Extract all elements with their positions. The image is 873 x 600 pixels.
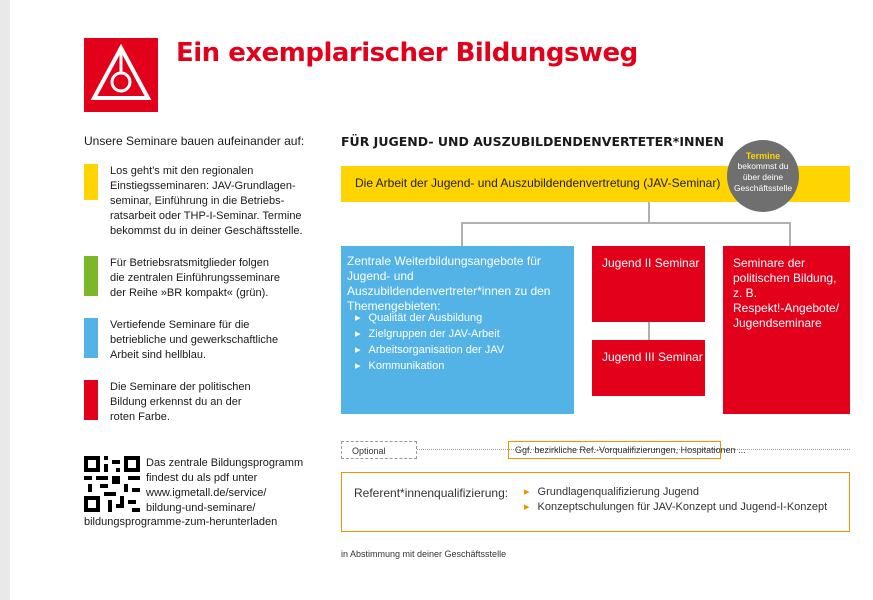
qr-code[interactable] [84, 456, 140, 512]
list-item: ▸ Kommunikation [355, 358, 504, 374]
blue-color-marker [84, 318, 98, 358]
green-color-marker [84, 256, 98, 296]
red-color-marker [84, 380, 98, 420]
intro-text: Unsere Seminare bauen aufeinander auf: [84, 134, 305, 148]
url-line-2: bildung-und-seminare/ [146, 502, 256, 514]
referent-list [524, 485, 827, 515]
qr-description: Das zentrale Bildungsprogramm findest du als pdf unter www.igmetall.de/service/ bildung-und-seminare/ [146, 456, 311, 516]
url-line-3: bildungsprogramme-zum-herunterladen [84, 516, 278, 528]
connector-horizontal [461, 222, 791, 224]
page-title: Ein exemplarischer Bildungsweg [176, 38, 638, 68]
igmetall-logo [84, 38, 158, 112]
legend-yellow-text: Los geht's mit den regionalen Einstiegsseminaren: JAV-Grundlagen- seminar, Einführung in die Betriebs- ratsarbeit oder THP-I-Seminar. Termine bekommst du in deiner Geschäftsstelle. [110, 165, 303, 237]
section-heading: FÜR JUGEND- UND AUSZUBILDENDENVERTETER*INNEN [341, 134, 724, 149]
connector-to-political [789, 222, 791, 246]
list-item: ▸ Arbeitsorganisation der JAV [355, 342, 504, 358]
blue-seminar-box: Zentrale Weiterbildungsangebote für Jugend- und Auszubildendenvertreter*innen zu den Themengebieten: ▸ Qualität der Ausbildung ▸ Zielgruppen der JAV-Arbeit ▸ Arbeitsorganisation der JAV ▸ Kommunikation [341, 246, 574, 414]
left-margin-strip [0, 0, 10, 600]
list-item: ▸ Grundlagenqualifizierung Jugend [524, 485, 827, 500]
connector-vertical-main [648, 202, 650, 222]
url-line-1: www.igmetall.de/service/ [146, 487, 267, 499]
list-item: ▸ Qualität der Ausbildung [355, 310, 504, 326]
legend-green-text: Für Betriebsratsmitglieder folgen die zentralen Einführungsseminare der Reihe »BR kompakt« (grün). [110, 257, 280, 299]
legend-red-text: Die Seminare der politischen Bildung erkennst du an der roten Farbe. [110, 381, 251, 423]
political-education-box: Seminare der politischen Bildung, z. B. Respekt!-Angebote/ Jugendseminare [723, 246, 850, 414]
list-item: ▸ Zielgruppen der JAV-Arbeit [355, 326, 504, 342]
referent-qualification-box: Referent*innenqualifizierung: ▸ Grundlagenqualifizierung Jugend ▸ Konzeptschulungen für JAV-Konzept und Jugend-I-Konzept [341, 472, 850, 532]
topic-list [355, 310, 504, 374]
list-item: ▸ Konzeptschulungen für JAV-Konzept und Jugend-I-Konzept [524, 500, 827, 515]
jugend-3-box: Jugend III Seminar [592, 340, 705, 396]
jav-seminar-label: Die Arbeit der Jugend- und Auszubildendenvertretung (JAV-Seminar) [355, 176, 721, 190]
jugend-2-box: Jugend II Seminar [592, 246, 705, 322]
connector-to-blue [461, 222, 463, 246]
legend-blue-text: Vertiefende Seminare für die betriebliche und gewerkschaftliche Arbeit sind hellblau. [110, 319, 279, 361]
yellow-color-marker [84, 164, 98, 200]
optional-label: Optional [341, 441, 417, 459]
regional-prequalification-box: Ggf. bezirkliche Ref.-Vorqualifizierungen, Hospitationen ... [508, 441, 721, 459]
footnote: in Abstimmung mit deiner Geschäftsstelle [341, 549, 507, 559]
termine-badge: Termine bekommst du über deine Geschäftsstelle [727, 140, 799, 212]
connector-jugend2-to-jugend3 [648, 322, 650, 340]
